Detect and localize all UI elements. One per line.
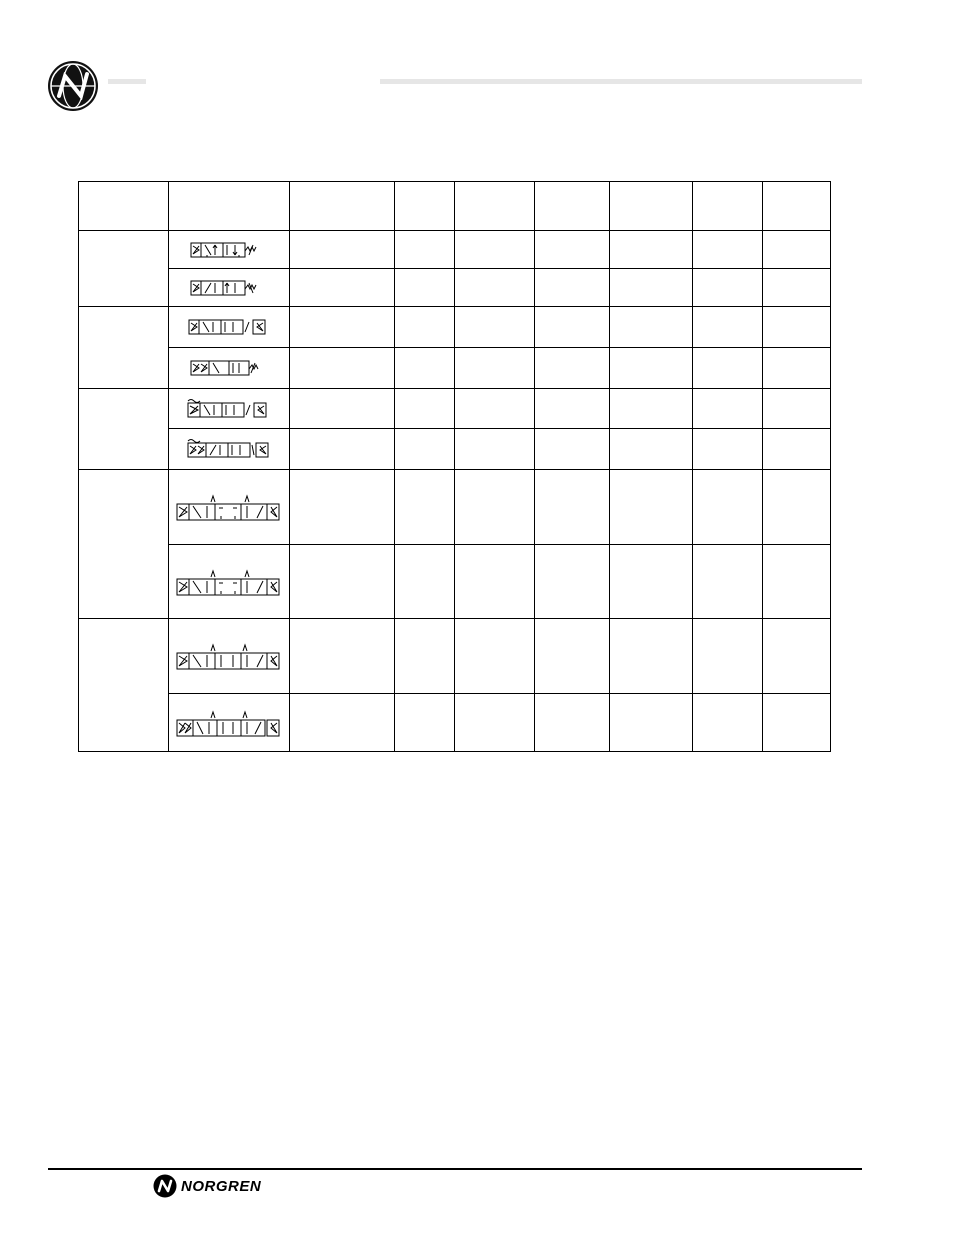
data-cell	[395, 231, 455, 269]
data-cell	[455, 429, 535, 470]
valve-symbol-icon	[186, 397, 272, 421]
data-cell	[535, 348, 610, 389]
table-row	[79, 348, 831, 389]
data-cell	[455, 545, 535, 619]
table-row	[79, 470, 831, 545]
valve-symbol-icon	[189, 277, 269, 299]
header-cell	[290, 182, 395, 231]
symbol-cell	[169, 307, 290, 348]
data-cell	[290, 429, 395, 470]
header-cell	[395, 182, 455, 231]
data-cell	[395, 429, 455, 470]
table-row	[79, 389, 831, 429]
data-cell	[535, 429, 610, 470]
data-cell	[610, 389, 693, 429]
symbol-cell	[169, 429, 290, 470]
data-cell	[290, 231, 395, 269]
symbol-cell	[169, 389, 290, 429]
data-cell	[290, 269, 395, 307]
data-cell	[610, 307, 693, 348]
table-row	[79, 231, 831, 269]
data-cell	[395, 619, 455, 694]
group-label-cell	[79, 619, 169, 752]
valve-symbol-icon	[189, 239, 269, 261]
valve-symbol-icon	[175, 490, 283, 524]
data-cell	[763, 348, 831, 389]
group-label-cell	[79, 389, 169, 470]
valve-symbol-icon	[186, 437, 272, 461]
data-cell	[610, 231, 693, 269]
data-cell	[455, 389, 535, 429]
data-cell	[395, 269, 455, 307]
data-cell	[763, 545, 831, 619]
data-cell	[763, 619, 831, 694]
data-cell	[693, 269, 763, 307]
norgren-mark-icon	[153, 1174, 177, 1198]
symbol-cell	[169, 619, 290, 694]
data-cell	[535, 619, 610, 694]
data-cell	[455, 619, 535, 694]
data-cell	[455, 269, 535, 307]
group-label-cell	[79, 307, 169, 389]
header-rule-short	[108, 79, 146, 84]
data-cell	[290, 470, 395, 545]
data-cell	[763, 389, 831, 429]
table-row	[79, 307, 831, 348]
data-cell	[693, 348, 763, 389]
valve-symbol-icon	[175, 639, 283, 673]
footer-rule	[48, 1168, 862, 1170]
data-cell	[610, 545, 693, 619]
group-label-cell	[79, 231, 169, 307]
header-cell	[455, 182, 535, 231]
table-row	[79, 619, 831, 694]
symbol-cell	[169, 269, 290, 307]
data-cell	[610, 694, 693, 752]
data-cell	[610, 619, 693, 694]
data-cell	[455, 694, 535, 752]
data-cell	[535, 470, 610, 545]
data-cell	[290, 694, 395, 752]
data-cell	[693, 545, 763, 619]
data-cell	[535, 694, 610, 752]
header-cell	[763, 182, 831, 231]
data-cell	[763, 470, 831, 545]
data-cell	[693, 470, 763, 545]
valve-symbol-icon	[175, 565, 283, 599]
data-cell	[693, 389, 763, 429]
header-cell	[693, 182, 763, 231]
symbol-cell	[169, 694, 290, 752]
data-cell	[535, 389, 610, 429]
symbol-cell	[169, 545, 290, 619]
data-cell	[535, 231, 610, 269]
data-cell	[763, 429, 831, 470]
data-cell	[763, 231, 831, 269]
data-cell	[455, 231, 535, 269]
header-cell	[79, 182, 169, 231]
data-cell	[535, 269, 610, 307]
valve-specification-table	[78, 181, 831, 752]
symbol-cell	[169, 348, 290, 389]
symbol-cell	[169, 231, 290, 269]
header-cell	[535, 182, 610, 231]
data-cell	[395, 307, 455, 348]
valve-symbol-icon	[187, 316, 271, 338]
table-row	[79, 429, 831, 470]
data-cell	[290, 348, 395, 389]
data-cell	[455, 307, 535, 348]
data-cell	[693, 429, 763, 470]
table-row	[79, 269, 831, 307]
data-cell	[535, 545, 610, 619]
data-cell	[290, 389, 395, 429]
brand-wordmark: NORGREN	[181, 1177, 262, 1195]
data-cell	[395, 470, 455, 545]
data-cell	[290, 619, 395, 694]
table-header-row	[79, 182, 831, 231]
header-cell	[169, 182, 290, 231]
data-cell	[290, 307, 395, 348]
data-cell	[610, 348, 693, 389]
data-cell	[395, 348, 455, 389]
valve-symbol-icon	[189, 357, 269, 379]
table-row	[79, 545, 831, 619]
data-cell	[535, 307, 610, 348]
data-cell	[455, 470, 535, 545]
data-cell	[763, 269, 831, 307]
norgren-logo	[153, 1174, 261, 1198]
globe-logo-icon	[46, 60, 100, 112]
symbol-cell	[169, 470, 290, 545]
data-cell	[763, 694, 831, 752]
data-cell	[693, 231, 763, 269]
table-row	[79, 694, 831, 752]
data-cell	[763, 307, 831, 348]
valve-symbol-icon	[175, 706, 283, 740]
data-cell	[455, 348, 535, 389]
group-label-cell	[79, 470, 169, 619]
data-cell	[610, 269, 693, 307]
data-cell	[693, 307, 763, 348]
header-cell	[610, 182, 693, 231]
data-cell	[693, 619, 763, 694]
data-cell	[610, 470, 693, 545]
data-cell	[395, 389, 455, 429]
data-cell	[290, 545, 395, 619]
data-cell	[395, 545, 455, 619]
data-cell	[693, 694, 763, 752]
data-cell	[395, 694, 455, 752]
data-cell	[610, 429, 693, 470]
header-rule-long	[380, 79, 862, 84]
